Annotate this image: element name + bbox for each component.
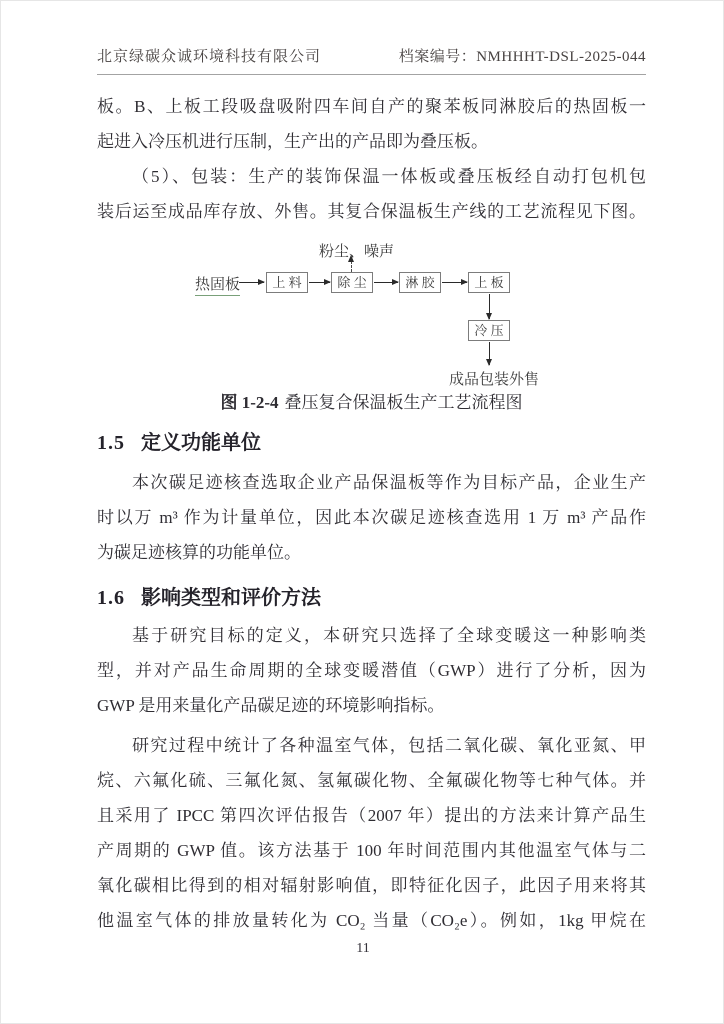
figure-caption-title: 叠压复合保温板生产工艺流程图 <box>284 393 523 412</box>
paragraph-line: 起进入冷压机进行压制，生产出的产品即为叠压板。 <box>97 132 488 151</box>
paragraph-line: 板。B、上板工段吸盘吸附四车间自产的聚苯板同淋胶后的热固板一 <box>97 97 646 116</box>
section-title: 定义功能单位 <box>141 432 261 454</box>
arrow-up-dashed-icon <box>351 261 352 272</box>
figure-caption <box>97 392 646 414</box>
flow-box-gluing: 淋 胶 <box>399 272 441 293</box>
paragraph-line: 烷、六氟化硫、三氟化氮、氢氟碳化物、全氟碳化物等七种气体。并 <box>97 771 646 790</box>
paragraph-line: 本次碳足迹核查选取企业产品保温板等作为目标产品，企业生产 <box>132 473 646 492</box>
flow-input-label: 热固板 <box>195 273 240 296</box>
section-heading-1-6 <box>97 586 646 610</box>
arrow-right-icon <box>374 282 398 283</box>
emission-label: 粉尘、噪声 <box>319 244 395 260</box>
section-number: 1.6 <box>97 587 125 609</box>
paragraph-line: GWP 是用来量化产品碳足迹的环境影响指标。 <box>97 696 445 715</box>
arrow-right-icon <box>442 282 467 283</box>
header-company-name: 北京绿碳众诚环境科技有限公司 <box>97 49 322 65</box>
paragraph-line: 基于研究目标的定义，本研究只选择了全球变暖这一种影响类 <box>132 626 646 645</box>
arrow-down-icon <box>489 294 490 319</box>
flow-box-boarding: 上 板 <box>468 272 510 293</box>
header-file-number <box>399 45 646 66</box>
arrow-right-icon <box>239 282 264 283</box>
flow-output-label: 成品包装外售 <box>449 372 540 388</box>
paragraph-line: 他温室气体的排放量转化为 CO₂ 当量（CO₂e）。例如，1kg 甲烷在 <box>97 911 646 930</box>
figure-caption-number: 图 1-2-4 <box>220 393 279 412</box>
paragraph-line: （5）、包装：生产的装饰保温一体板或叠压板经自动打包机包 <box>132 167 646 186</box>
section-heading-1-5 <box>97 431 646 455</box>
page-header <box>97 45 646 75</box>
page-content <box>97 1 646 1024</box>
flow-box-cold-pressing: 冷 压 <box>468 320 510 341</box>
flow-box-dedusting: 除 尘 <box>331 272 373 293</box>
paragraph-line: 装后运至成品库存放、外售。其复合保温板生产线的工艺流程见下图。 <box>97 202 646 221</box>
page-number: 11 <box>356 941 370 956</box>
paragraph-line: 且采用了 IPCC 第四次评估报告（2007 年）提出的方法来计算产品生 <box>97 806 646 825</box>
section-title: 影响类型和评价方法 <box>141 587 321 609</box>
paragraph-line: 研究过程中统计了各种温室气体，包括二氧化碳、氧化亚氮、甲 <box>132 736 646 755</box>
paragraph-line: 型，并对产品生命周期的全球变暖潜值（GWP）进行了分析，因为 <box>97 661 646 680</box>
section-number: 1.5 <box>97 432 125 454</box>
intro-paragraphs <box>97 89 646 229</box>
paragraph-line: 为碳足迹核算的功能单位。 <box>97 543 301 562</box>
arrow-right-icon <box>309 282 330 283</box>
process-flowchart <box>97 239 646 391</box>
paragraph-line: 氧化碳相比得到的相对辐射影响值，即特征化因子，此因子用来将其 <box>97 876 646 895</box>
arrow-down-icon <box>489 342 490 365</box>
file-number-label: 档案编号： <box>398 49 477 65</box>
flow-box-feeding: 上 料 <box>266 272 308 293</box>
file-number-value: NMHHHT-DSL-2025-044 <box>476 49 646 65</box>
section-1-6-paragraph-1 <box>97 618 646 723</box>
section-1-5-paragraph <box>97 465 646 570</box>
paragraph-line: 时以万 m³ 作为计量单位，因此本次碳足迹核查选用 1 万 m³ 产品作 <box>97 508 646 527</box>
section-1-6-paragraph-2 <box>97 728 646 938</box>
paragraph-line: 产周期的 GWP 值。该方法基于 100 年时间范围内其他温室气体与二 <box>97 841 646 860</box>
